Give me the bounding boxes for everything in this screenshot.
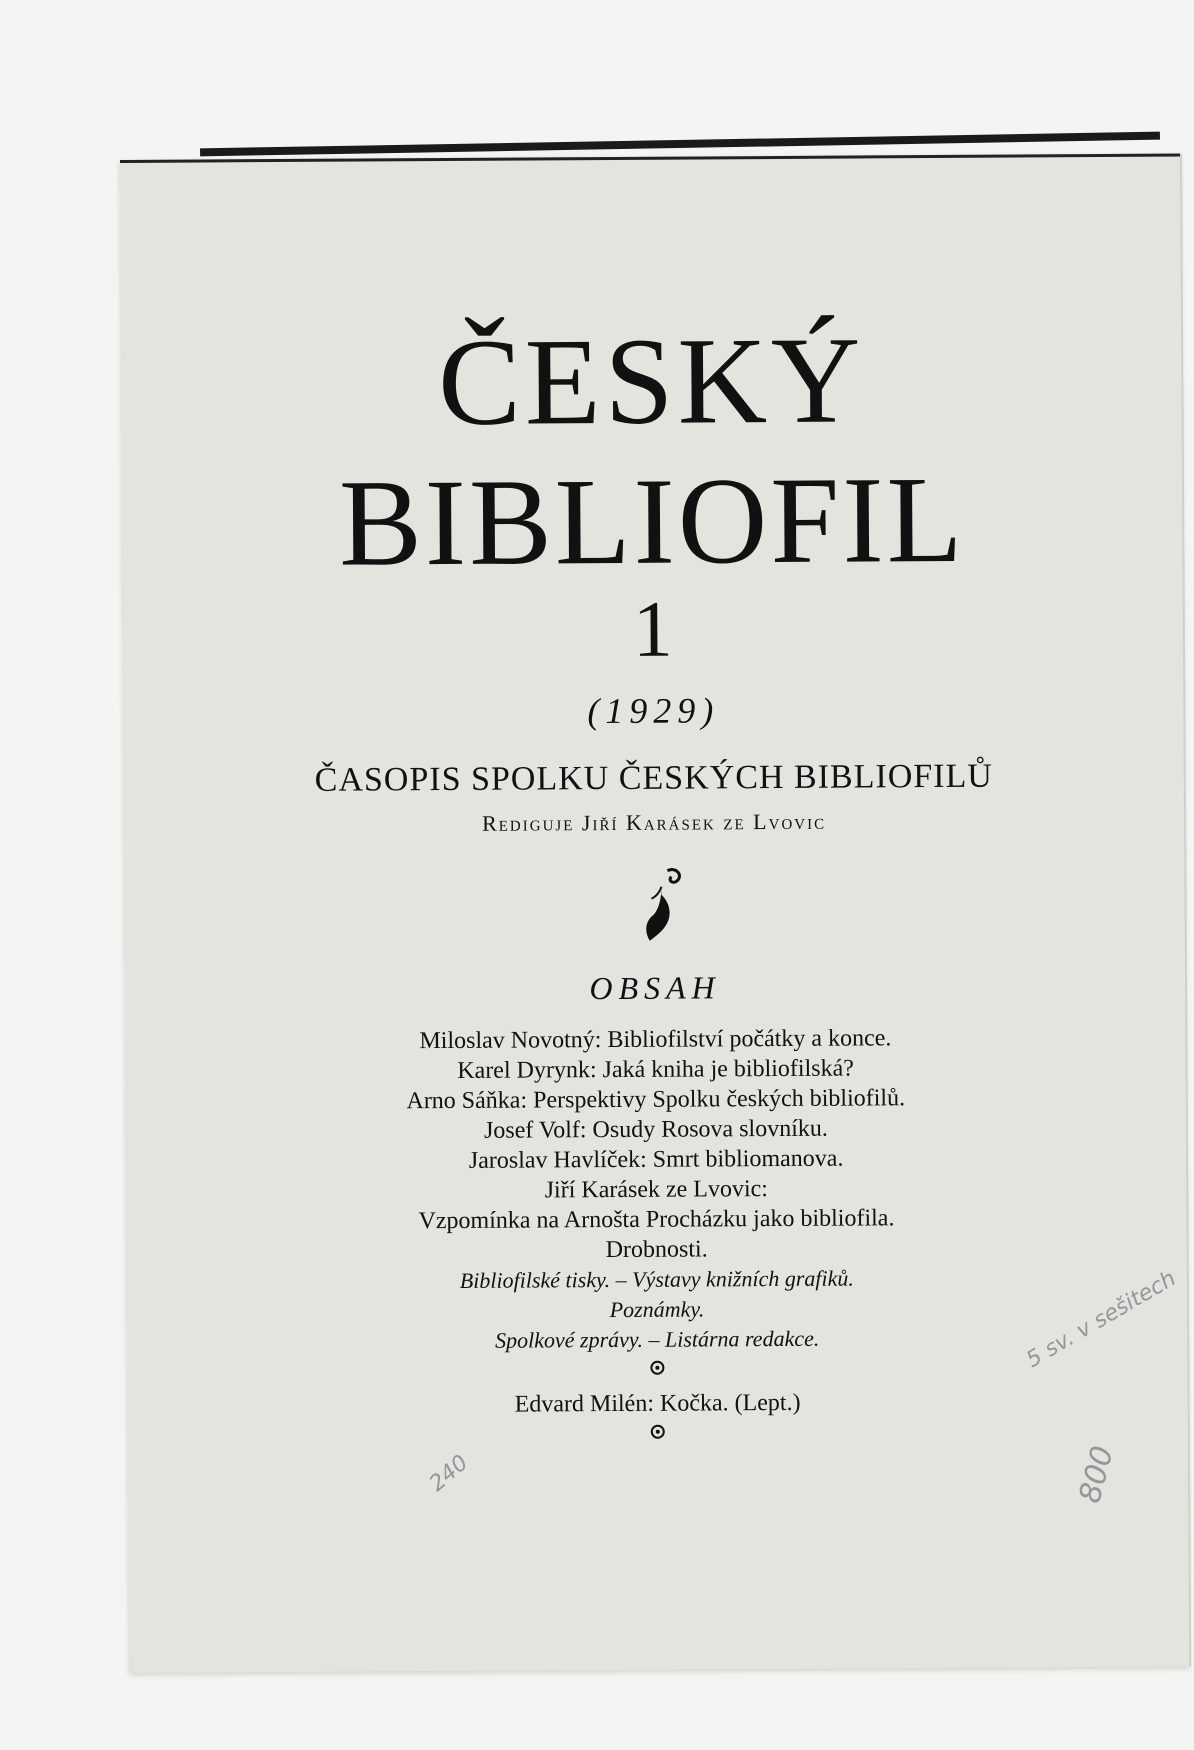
magazine-cover — [120, 154, 1189, 1673]
subtitle: ČASOPIS SPOLKU ČESKÝCH BIBLIOFILŮ — [314, 757, 993, 799]
toc-item: Jiří Karásek ze Lvovic: — [544, 1176, 769, 1204]
toc-item: Arno Sáňka: Perspektivy Spolku českých bibliofilů. — [406, 1085, 906, 1115]
pencil-note: 800 — [1072, 1442, 1121, 1507]
toc-item: Drobnosti. — [605, 1236, 708, 1264]
supplement-line: Edvard Milén: Kočka. (Lept.) — [514, 1389, 801, 1418]
toc-item: Karel Dyrynk: Jaká kniha je bibliofilská? — [457, 1055, 854, 1084]
bullet-ornament-icon — [651, 1425, 665, 1439]
editor-line: Rediguje Jiří Karásek ze Lvovic — [481, 808, 827, 836]
table-of-contents — [125, 1022, 1188, 1456]
leaf-ornament-icon — [639, 865, 683, 945]
pencil-note: 240 — [424, 1450, 474, 1497]
toc-item: Spolkové zprávy. – Listárna redakce. — [495, 1325, 820, 1353]
volume-number: 1 — [632, 585, 674, 674]
toc-item: Bibliofilské tisky. – Výstavy knižních grafiků. — [459, 1265, 854, 1293]
pencil-note: 5 sv. v sešitech — [1022, 1266, 1181, 1373]
year: (1929) — [587, 690, 720, 732]
toc-item: Vzpomínka na Arnošta Procházku jako bibliofila. — [418, 1205, 895, 1235]
toc-item: Miloslav Novotný: Bibliofilství počátky a konce. — [419, 1025, 892, 1055]
cover-top-edge — [200, 132, 1160, 157]
title-line-2: BIBLIOFIL — [338, 450, 966, 592]
contents-heading: OBSAH — [589, 969, 721, 1007]
title-line-1: ČESKÝ — [437, 311, 866, 452]
toc-item: Poznámky. — [609, 1296, 705, 1323]
bullet-ornament-icon — [650, 1361, 664, 1375]
toc-item: Josef Volf: Osudy Rosova slovníku. — [483, 1115, 828, 1144]
toc-item: Jaroslav Havlíček: Smrt bibliomanova. — [468, 1145, 844, 1174]
